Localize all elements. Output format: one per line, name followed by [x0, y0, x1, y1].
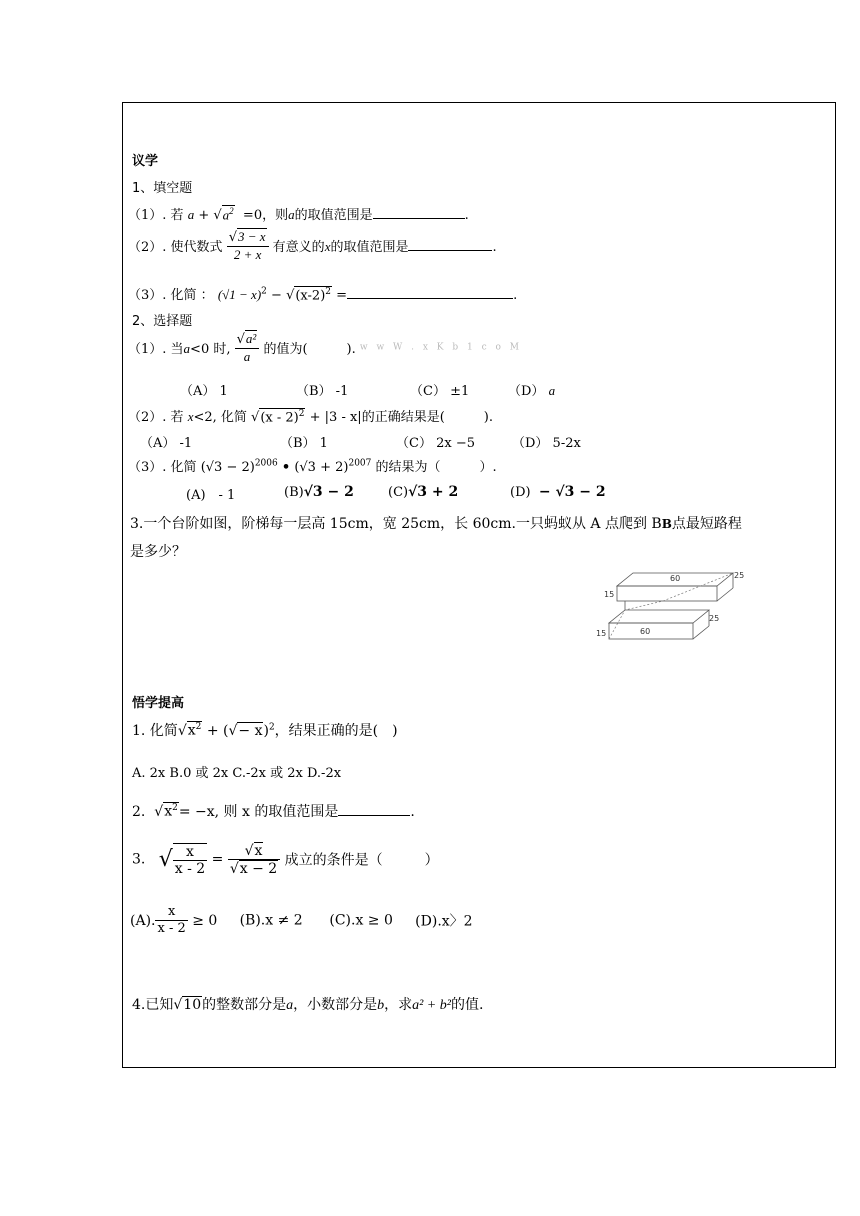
c2-abs: |3 - x|	[324, 410, 362, 425]
q1-radicand: $a^2$	[222, 205, 234, 222]
c1-option-c[interactable]: （C） ±1	[410, 384, 470, 399]
q2-fraction: $\frac{√3 - x}{2 + x}$	[227, 228, 269, 263]
p4-prefix: 4.已知	[132, 997, 174, 1013]
q3-eq: =	[336, 288, 348, 303]
c3-option-b[interactable]: (B)√3 − 2	[284, 484, 354, 500]
c1-suffix: 的值为( ).	[263, 342, 356, 357]
c3-base1: (√3 − 2)	[200, 460, 255, 475]
p3-options	[130, 904, 473, 937]
q2-suffix1: 有意义的	[272, 240, 325, 255]
stair-label-60-top: 60	[670, 574, 681, 583]
practice-question-2: 2. $√x^2= -x$, 则 x 的取值范围是 .	[132, 803, 415, 820]
c2-suffix: 的正确结果是( ).	[361, 410, 493, 425]
q2-suffix2: 的取值范围是	[330, 240, 409, 255]
p4-var-b: b	[377, 998, 385, 1013]
p3-left-fraction: $\frac{x}{x - 2}$	[174, 843, 206, 877]
c1-option-a[interactable]: （A） 1	[180, 384, 228, 399]
fill-question-1: （1）. 若 $a + √a^2 =0$，则a的取值范围是 .	[128, 205, 469, 223]
practice-question-4: 4.已知√10的整数部分是a，小数部分是b，求a² + b²的值.	[132, 997, 484, 1013]
c3-exp1: 2006	[254, 458, 278, 469]
q1-answer-blank[interactable]	[373, 206, 465, 219]
p4-mid2: ，小数部分是	[293, 997, 378, 1013]
stair-label-25-top: 25	[734, 571, 745, 580]
stair-figure	[593, 566, 753, 646]
stair-label-15-top: 15	[604, 590, 615, 599]
fill-question-2: （2）. 使代数式 $\frac{√3 - x}{2 + x}$ 有意义的x的取值范围是 .	[128, 229, 497, 262]
p3-right-fraction: $\frac{√x}{√x - 2}$	[228, 842, 280, 877]
q1-var: a	[288, 207, 295, 222]
stair-label-25-bottom: 25	[709, 614, 720, 623]
p3-suffix: 成立的条件是（ ）	[284, 852, 439, 869]
c1-option-d[interactable]: （D） a	[508, 383, 556, 399]
q2-numerator: 3 − x	[237, 229, 266, 244]
choice-question-3	[128, 456, 497, 475]
ant-problem-line2: 是多少？	[130, 544, 186, 560]
section-title-wuxue: 悟学提高	[132, 696, 185, 711]
c3-option-c[interactable]: (C)√3 + 2	[388, 484, 459, 500]
c2-cond: <2, 化简	[193, 410, 247, 425]
c1-denominator: a	[243, 349, 251, 364]
choice-question-2: （2）. 若 x<2, 化简 √(x - 2)$^2$ + |3 - x|的正确结果是( ).	[128, 408, 493, 425]
choice-question-1: （1）. 当a<0 时, $\frac{\text{√a²}}{a}$ 的值为( ). w w W . x K b 1 c o M	[128, 331, 522, 364]
fill-question-3: （3）. 化简 ： $(√1 - x)^2 - √(x-2)^2$ = .	[128, 286, 518, 303]
c2-option-d[interactable]: （D） 5-2x	[512, 436, 581, 451]
p1-prefix: 1. 化简	[132, 723, 178, 739]
c1-prefix: （1）. 当	[128, 342, 184, 357]
c3-dot: •	[281, 460, 291, 475]
c1-cond: <0 时,	[190, 342, 231, 357]
c2-radicand: (x - 2)$^2$	[260, 408, 305, 425]
watermark-text: w w W . x K b 1 c o M	[359, 342, 522, 353]
c3-prefix: （3）. 化简	[128, 460, 197, 475]
practice-question-3: 3. √ $\frac{x}{x - 2}$ = $\frac{√x}{√x - 2}$ 成立的条件是（ ）	[132, 843, 439, 877]
q3-answer-blank[interactable]	[347, 286, 513, 299]
c2-prefix: （2）. 若	[128, 410, 184, 425]
q2-answer-blank[interactable]	[408, 238, 492, 251]
q3-prefix: （3）. 化简 ：	[128, 288, 214, 303]
q1-var-a: a	[187, 207, 195, 222]
q3-radicand: $(x-2)^2$	[295, 286, 332, 303]
c3-suffix: 的结果为（ ）.	[375, 460, 497, 475]
p1-options[interactable]: A. 2x B.0 或 2x C.-2x 或 2x D.-2x	[132, 766, 342, 781]
c1-numerator: a²	[245, 331, 257, 346]
p3-option-a[interactable]: (A). $\frac{x}{x - 2}$ ≥ 0	[130, 904, 218, 936]
p3-option-b[interactable]: (B).x ≠ 2	[239, 912, 303, 929]
p2-answer-blank[interactable]	[338, 803, 410, 816]
ant-problem-b: B	[661, 517, 672, 531]
c2-option-b[interactable]: （B） 1	[280, 436, 328, 451]
q1-eq: =0，则	[242, 208, 289, 223]
p3-option-d[interactable]: (D).x〉2	[415, 913, 473, 930]
p4-var-a: a	[286, 998, 294, 1013]
c3-option-d[interactable]: (D) − √3 − 2	[510, 484, 606, 500]
choice-heading: 2、选择题	[132, 314, 193, 329]
p4-radicand: 10	[183, 997, 202, 1013]
ant-problem-end: 点最短路程	[671, 516, 742, 532]
p3-prefix: 3.	[132, 851, 146, 868]
practice-question-1: 1. 化简$√x^2$ + (√− x)$^2$，结果正确的是( )	[132, 722, 398, 739]
p4-suffix: 的值.	[450, 997, 484, 1013]
q2-prefix: （2）. 使代数式	[128, 240, 223, 255]
c3-exp2: 2007	[348, 458, 372, 469]
c2-option-c[interactable]: （C） 2x −5	[396, 436, 475, 451]
q3-expr1: (√1 − x)	[217, 287, 262, 302]
p4-mid1: 的整数部分是	[202, 997, 287, 1013]
q2-var: x	[324, 239, 331, 254]
section-title-yixue: 议学	[132, 154, 159, 169]
sqrt-symbol: √	[213, 208, 222, 223]
p3-option-c[interactable]: (C).x ≥ 0	[329, 912, 393, 929]
c3-base2: (√3 + 2)	[294, 460, 349, 475]
fill-blank-heading: 1、填空题	[132, 181, 193, 196]
c2-option-a[interactable]: （A） -1	[140, 436, 193, 451]
p1-suffix: ，结果正确的是( )	[274, 723, 398, 739]
c1-fraction: $\frac{\text{√a²}}{a}$	[235, 330, 260, 365]
q1-prefix: （1）. 若	[128, 208, 184, 223]
p2-prefix: 2.	[132, 804, 146, 820]
stair-label-60-bottom: 60	[640, 627, 651, 636]
stair-label-15-bottom: 15	[596, 629, 607, 638]
c1-option-b[interactable]: （B） -1	[296, 384, 349, 399]
q1-suffix: 的取值范围是	[294, 208, 373, 223]
q2-denominator: 2 + x	[233, 247, 262, 262]
p4-expr: a² + b²	[412, 998, 451, 1013]
ant-problem-line1	[130, 513, 742, 533]
c3-option-a[interactable]: (A) - 1	[186, 488, 236, 503]
ant-problem-text: 3.一个台阶如图，阶梯每一层高 15cm，宽 25cm，长 60cm.一只蚂蚁从 A 点爬到 B	[130, 516, 662, 532]
p2-mid: = −x, 则 x 的取值范围是	[178, 804, 339, 820]
p4-mid3: ，求	[384, 997, 413, 1013]
